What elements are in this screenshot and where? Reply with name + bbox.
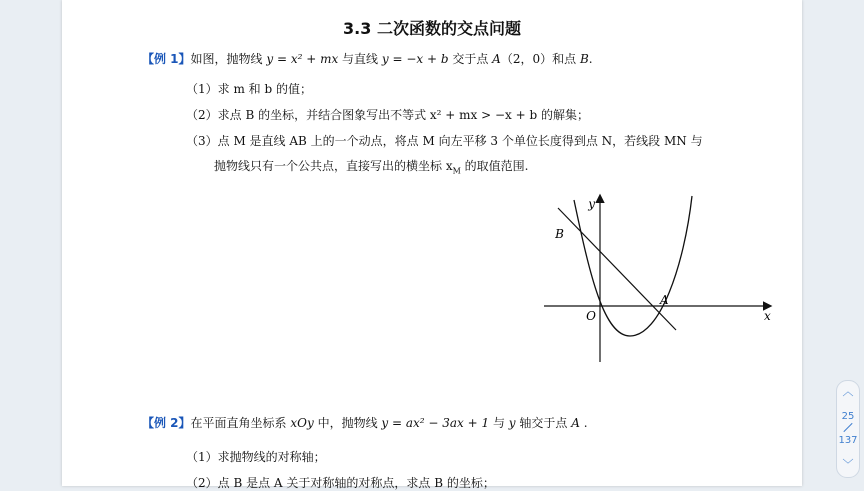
- math-expr: A: [492, 52, 501, 66]
- example-2-question-2: （2）点 B 是点 A 关于对称轴的对称点，求点 B 的坐标；: [186, 476, 495, 490]
- text-part: .: [579, 416, 588, 430]
- text-part: .: [588, 52, 593, 66]
- math-expr: y = −x + b: [381, 52, 449, 66]
- example-1-question-2: （2）求点 B 的坐标，并结合图象写出不等式 x² + mx > −x + b 的解集；: [186, 108, 589, 122]
- text-part: 如图，抛物线: [190, 52, 267, 66]
- point-a-label: A: [660, 293, 669, 307]
- page-up-button[interactable]: ︿: [842, 385, 854, 398]
- text-part: 中，抛物线: [313, 416, 382, 430]
- example-2-tag: 【例 2】: [142, 416, 191, 430]
- point-b-label: B: [555, 227, 564, 241]
- document-page: [62, 0, 802, 490]
- function-graph: [544, 186, 784, 366]
- text-part: （2，0）和点: [500, 52, 580, 66]
- math-expr: y = x² + mx: [266, 52, 339, 66]
- page-navigator: [836, 380, 860, 478]
- line-ab: [558, 208, 676, 330]
- page-down-button[interactable]: ﹀: [842, 458, 854, 471]
- example-1-question-1: （1）求 m 和 b 的值；: [186, 82, 312, 96]
- page-divider: [843, 423, 852, 432]
- math-expr: B: [579, 52, 589, 66]
- text-part: 轴交于点: [515, 416, 572, 430]
- math-expr: A: [571, 416, 580, 430]
- example-2-intro: [142, 414, 588, 431]
- text-part: 交于点: [448, 52, 493, 66]
- text-part: 与: [489, 416, 509, 430]
- example-1-intro: [142, 50, 593, 67]
- y-axis-label: y: [588, 197, 595, 211]
- math-expr: y = ax² − 3ax + 1: [381, 416, 490, 430]
- text-part: 的取值范围.: [460, 159, 529, 173]
- example-1-question-3-cont: [214, 157, 528, 175]
- subscript: M: [452, 166, 461, 176]
- text-part: 与直线: [338, 52, 382, 66]
- current-page-number: 25: [841, 411, 855, 422]
- text-part: 在平面直角坐标系: [190, 416, 291, 430]
- page-title: 3.3 二次函数的交点问题: [343, 19, 521, 38]
- example-1-tag: 【例 1】: [142, 52, 191, 66]
- total-page-count: 137: [838, 435, 858, 446]
- text-part: 抛物线只有一个公共点，直接写出的横坐标 x: [214, 159, 453, 173]
- example-2-question-1: （1）求抛物线的对称轴；: [186, 450, 326, 464]
- x-axis-label: x: [764, 309, 771, 323]
- math-expr: xOy: [290, 416, 314, 430]
- example-1-question-3: （3）点 M 是直线 AB 上的一个动点，将点 M 向左平移 3 个单位长度得到点 N，若线段 MN 与: [186, 134, 703, 148]
- origin-label: O: [586, 309, 596, 323]
- math-expr: y: [508, 416, 516, 430]
